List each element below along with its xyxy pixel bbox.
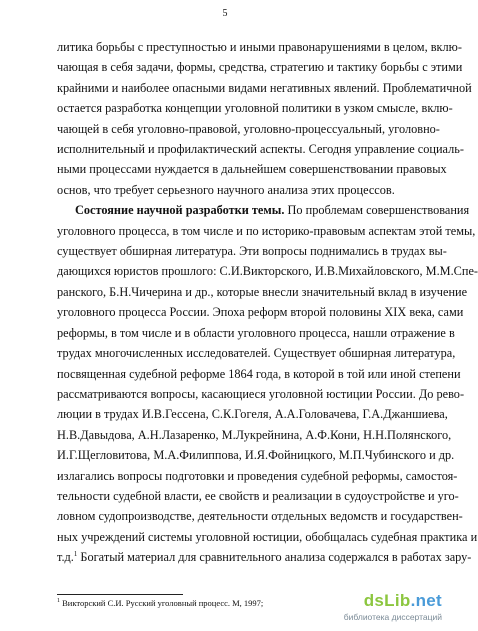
text-line: уголовного процесса, в том числе и по историко-правовым аспектам этой темы, — [57, 223, 476, 238]
section-first-line — [57, 200, 470, 220]
footnote-reference[interactable]: 1 — [73, 550, 78, 559]
footnote-divider — [57, 594, 183, 595]
text-line: крайними и наиболее опасными видами негативных явлений. Проблематичной — [57, 80, 472, 95]
dslib-watermark — [343, 591, 444, 625]
page-number: 5 — [222, 8, 228, 19]
text-line: основ, что требует серьезного научного анализа этих процессов. — [57, 182, 395, 197]
text-line: чающая в себя задачи, формы, средства, стратегию и тактику борьбы с этими — [57, 60, 463, 75]
text-line-with-footnote — [57, 547, 472, 567]
watermark-tagline: библиотека диссертаций — [343, 612, 442, 622]
text-line: исполнительный и профилактический аспекты. Сегодня управление социаль- — [57, 142, 464, 157]
text-line: ловном судопроизводстве, деятельности отдельных ведомств и государствен- — [57, 509, 463, 524]
text-line: посвященная судебной реформе 1864 года, в которой в той или иной степени — [57, 366, 461, 381]
watermark-logo — [364, 591, 442, 611]
text-line: ными процессами нуждается в дальнейшем совершенствовании правовых — [57, 162, 447, 177]
text-line: чающей в себя уголовно-правовой, уголовно-процессуальный, уголовно- — [57, 121, 440, 136]
footnote-marker: 1 — [57, 598, 60, 605]
document-body — [57, 37, 478, 568]
text-line: трудах многочисленных исследователей. Существует обширная литература, — [57, 346, 456, 361]
text-line: остается разработка концепции уголовной политики в узком смысле, вклю- — [57, 101, 453, 116]
text-line: уголовного процесса России. Эпоха реформ второй половины XIX века, сами — [57, 305, 464, 320]
text-line: Н.В.Давыдова, А.Н.Лазаренко, М.Лукрейнина, А.Ф.Кони, Н.Н.Полянского, — [57, 427, 452, 442]
text-line: люции в трудах И.В.Гессена, С.К.Гогеля, А.А.Головачева, Г.А.Джаншиева, — [57, 407, 448, 422]
text-line: реформы, в том числе и в области уголовного процесса, нашли отражение в — [57, 325, 455, 340]
section-heading: Состояние научной разработки темы. — [75, 203, 285, 218]
section-heading-rest: По проблемам совершенствования — [284, 203, 470, 218]
last-line-start: т.д. — [57, 550, 74, 565]
watermark-logo-ds: dsLib — [363, 591, 411, 610]
text-line: И.Г.Щегловитова, М.А.Филиппова, И.Я.Фойницкого, М.П.Чубинского и др. — [57, 448, 455, 463]
footnote — [57, 598, 263, 608]
text-line: излагались вопросы подготовки и проведения судебной реформы, самостоя- — [57, 468, 458, 483]
text-line: рассматриваются вопросы, касающиеся уголовной юстиции России. До рево- — [57, 386, 465, 401]
footnote-text: Викторский С.И. Русский уголовный процесс. М, 1997; — [60, 598, 264, 608]
text-line: ных учреждений системы уголовной юстиции, обобщалась судебная практика и — [57, 529, 478, 544]
text-line: тельности судебной власти, ее свойств и реализации в судоустройстве и уго- — [57, 488, 459, 503]
text-line: литика борьбы с преступностью и иными правонарушениями в целом, вклю- — [57, 40, 462, 54]
text-line: дающихся юристов прошлого: С.И.Викторского, И.В.Михайловского, М.М.Спе- — [57, 264, 478, 279]
text-line: существует обширная литература. Эти вопросы поднимались в трудах вы- — [57, 244, 447, 259]
text-line: ранского, Б.Н.Чичерина и др., которые внесли значительный вклад в изучение — [57, 284, 468, 299]
watermark-logo-net: .net — [410, 591, 442, 610]
last-line-rest: Богатый материал для сравнительного анализа содержался в работах зару- — [77, 550, 472, 565]
